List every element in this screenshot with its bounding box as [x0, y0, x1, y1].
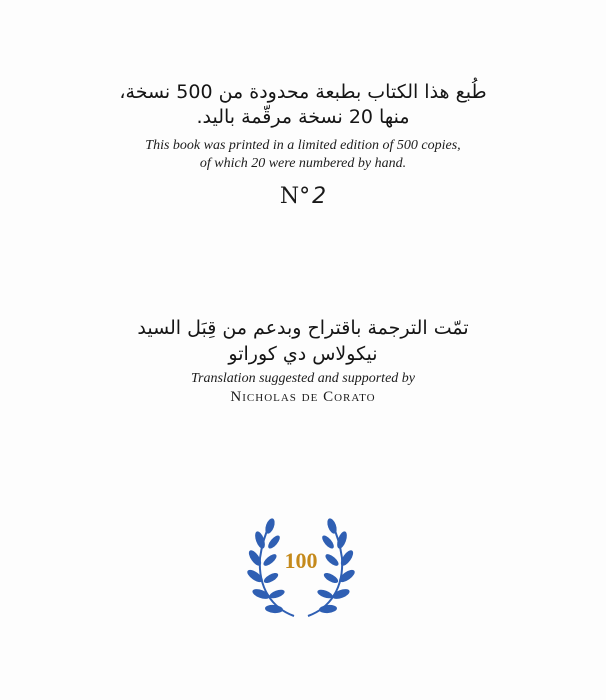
translation-arabic-line-1: تمّت الترجمة باقتراح وبدعم من قِبَل السيد — [137, 317, 469, 339]
edition-english-line-1: This book was printed in a limited edition of 500 copies, — [145, 138, 461, 153]
translation-english-line: Translation suggested and supported by — [190, 371, 415, 386]
edition-english-line-2: of which 20 were numbered by hand. — [199, 156, 407, 171]
edition-arabic-line-2: منها 20 نسخة مرقّمة باليد. — [196, 106, 410, 128]
copy-number-value: 2 — [312, 184, 327, 209]
edition-arabic-line-1: طُبع هذا الكتاب بطبعة محدودة من 500 نسخة، — [119, 81, 487, 103]
emblem-number: 100 — [284, 548, 318, 573]
translation-arabic-line-2: نيكولاس دي كوراتو — [228, 343, 378, 365]
copy-number-prefix: N° — [279, 184, 311, 209]
translator-name: Nicholas de Corato — [230, 389, 376, 405]
copy-number — [0, 184, 606, 209]
